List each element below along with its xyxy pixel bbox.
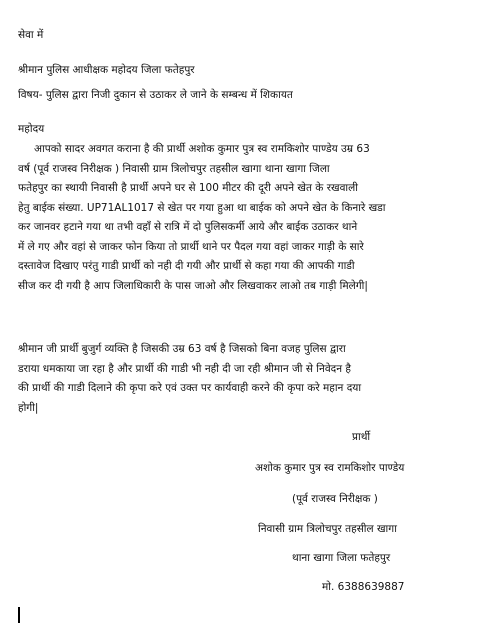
paragraph-line: कर जानवर हटाने गया था तभी वहाँ से रात्रि में दो पुलिसकर्मी आये और बाईक उठाकर थाने (18, 221, 358, 233)
paragraph-line: वर्ष (पूर्व राजस्व निरीक्षक ) निवासी ग्राम त्रिलोचपुर तहसील खागा थाना खागा जिला (18, 162, 330, 175)
signature-address-line-1: निवासी ग्राम त्रिलोचपुर तहसील खागा (258, 523, 397, 535)
signature-designation: (पूर्व राजस्व निरीक्षक ) (292, 493, 378, 505)
paragraph-line: फतेहपुर का स्थायी निवासी है प्रार्थी अपने घर से 100 मीटर की दूरी अपने खेत के रखवाली (18, 182, 358, 194)
greeting: महोदय (18, 123, 45, 135)
paragraph-line: होगी| (18, 401, 39, 414)
paragraph-line: श्रीमान जी प्रार्थी बुजुर्ग व्यक्ति है जिसकी उम्र 63 वर्ष है जिसको बिना वजह पुलिस द्वारा (18, 343, 346, 355)
text-cursor (18, 607, 20, 623)
signature-name: अशोक कुमार पुत्र स्व रामकिशोर पाण्डेय (255, 462, 405, 474)
paragraph-line: दस्तावेज दिखाए परंतु गाडी प्रार्थी को नही दी गयी और प्रार्थी से कहा गया की आपकी गाडी (18, 260, 355, 272)
paragraph-line: डराया धमकाया जा रहा है और प्रार्थी की गाडी भी नही दी जा रही श्रीमान जी से निवेदन है (18, 362, 352, 375)
body-paragraph-2 (18, 340, 460, 418)
signature-label: प्रार्थी (352, 431, 371, 443)
salutation-to: सेवा में (18, 29, 44, 41)
addressee: श्रीमान पुलिस आधीक्षक महोदय जिला फतेहपुर (18, 64, 195, 76)
subject-line: विषय- पुलिस द्वारा निजी दुकान से उठाकर ले जाने के सम्बन्ध में शिकायत (18, 89, 293, 101)
paragraph-line: आपको सादर अवगत कराना है की प्रार्थी अशोक कुमार पुत्र स्व रामकिशोर पाण्डेय उम्र 63 (34, 143, 370, 155)
paragraph-line: में ले गए और वहां से जाकर फोन किया तो प्रार्थी थाने पर पैदल गया वहां जाकर गाड़ी के सारे (18, 240, 364, 253)
paragraph-line: की प्रार्थी की गाडी दिलाने की कृपा करे एवं उक्त पर कार्यवाही करने की कृपा करे महान दया (18, 382, 362, 394)
signature-address-line-2: थाना खागा जिला फतेहपुर (292, 552, 391, 564)
signature-mobile: मो. 6388639887 (322, 581, 405, 593)
paragraph-line: सीज कर दी गयी है आप जिलाधिकारी के पास जाओ और लिखवाकर लाओ तब गाड़ी मिलेगी| (18, 279, 368, 292)
paragraph-line: हेतु बाईक संख्या. UP71AL1017 से खेत पर गया हुआ था बाईक को अपने खेत के किनारे खडा (18, 201, 386, 214)
body-paragraph-1 (18, 140, 460, 296)
